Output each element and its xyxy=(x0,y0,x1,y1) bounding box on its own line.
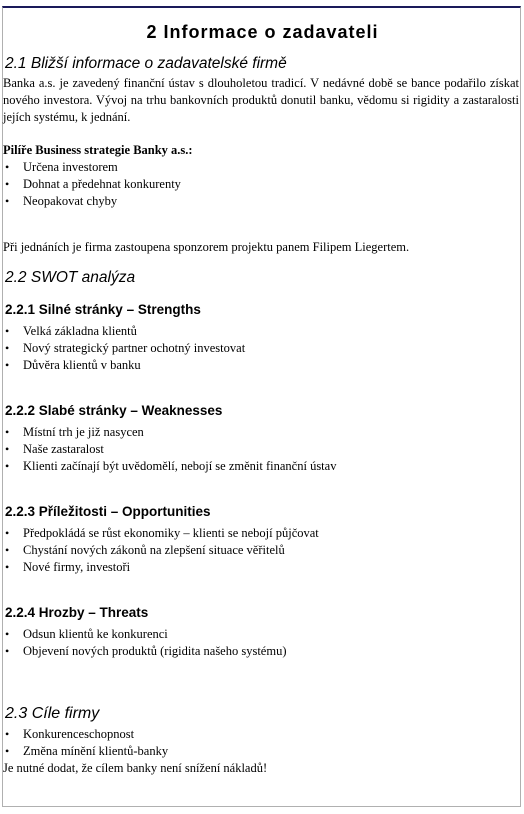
opportunities-list xyxy=(3,525,319,576)
list-item: • Klienti začínají být uvědomělí, nebojí se změnit finanční ústav xyxy=(3,458,336,475)
subsection-heading-strengths: 2.2.1 Silné stránky – Strengths xyxy=(5,302,201,317)
list-item: • Naše zastaralost xyxy=(3,441,336,458)
subsection-heading-weaknesses: 2.2.2 Slabé stránky – Weaknesses xyxy=(5,403,223,418)
list-item: • Dohnat a předehnat konkurenty xyxy=(3,176,181,193)
strengths-list xyxy=(3,323,245,374)
list-item: • Místní trh je již nasycen xyxy=(3,424,336,441)
list-item: • Nový strategický partner ochotný investovat xyxy=(3,340,245,357)
intro-paragraph: Banka a.s. je zavedený finanční ústav s dlouholetou tradicí. V nedávné době se bance podařilo získat nového investora. Vývoj na trhu bankovních produktů donutil banku, vědomu si rigidity a zastaralosti jejích systému, k jednání. xyxy=(3,76,519,124)
goals-list xyxy=(3,726,168,760)
list-item: • Nové firmy, investoři xyxy=(3,559,319,576)
list-item: • Velká základna klientů xyxy=(3,323,245,340)
chapter-heading: 2 Informace o zadavateli xyxy=(146,22,379,42)
list-item: • Důvěra klientů v banku xyxy=(3,357,245,374)
section-heading-2-1: 2.1 Bližší informace o zadavatelské firmě xyxy=(5,55,287,72)
weaknesses-list xyxy=(3,424,336,475)
pillars-list xyxy=(3,159,181,210)
list-item: • Konkurenceschopnost xyxy=(3,726,168,743)
list-item: • Objevení nových produktů (rigidita našeho systému) xyxy=(3,643,287,660)
subsection-heading-threats: 2.2.4 Hrozby – Threats xyxy=(5,605,149,620)
section-heading-2-2: 2.2 SWOT analýza xyxy=(5,269,136,286)
list-item: • Chystání nových zákonů na zlepšení situace věřitelů xyxy=(3,542,319,559)
list-item: • Odsun klientů ke konkurenci xyxy=(3,626,287,643)
list-item: • Změna mínění klientů-banky xyxy=(3,743,168,760)
sponsor-note: Při jednáních je firma zastoupena sponzorem projektu panem Filipem Liegertem. xyxy=(3,240,410,254)
subsection-heading-opportunities: 2.2.3 Příležitosti – Opportunities xyxy=(5,504,211,519)
threats-list xyxy=(3,626,287,660)
document-page xyxy=(2,6,521,807)
closing-note: Je nutné dodat, že cílem banky není snížení nákladů! xyxy=(3,761,268,775)
list-item: • Neopakovat chyby xyxy=(3,193,181,210)
pillars-heading: Pilíře Business strategie Banky a.s.: xyxy=(3,143,193,157)
section-heading-2-3: 2.3 Cíle firmy xyxy=(5,705,100,722)
list-item: • Určena investorem xyxy=(3,159,181,176)
list-item: • Předpokládá se růst ekonomiky – klienti se nebojí půjčovat xyxy=(3,525,319,542)
